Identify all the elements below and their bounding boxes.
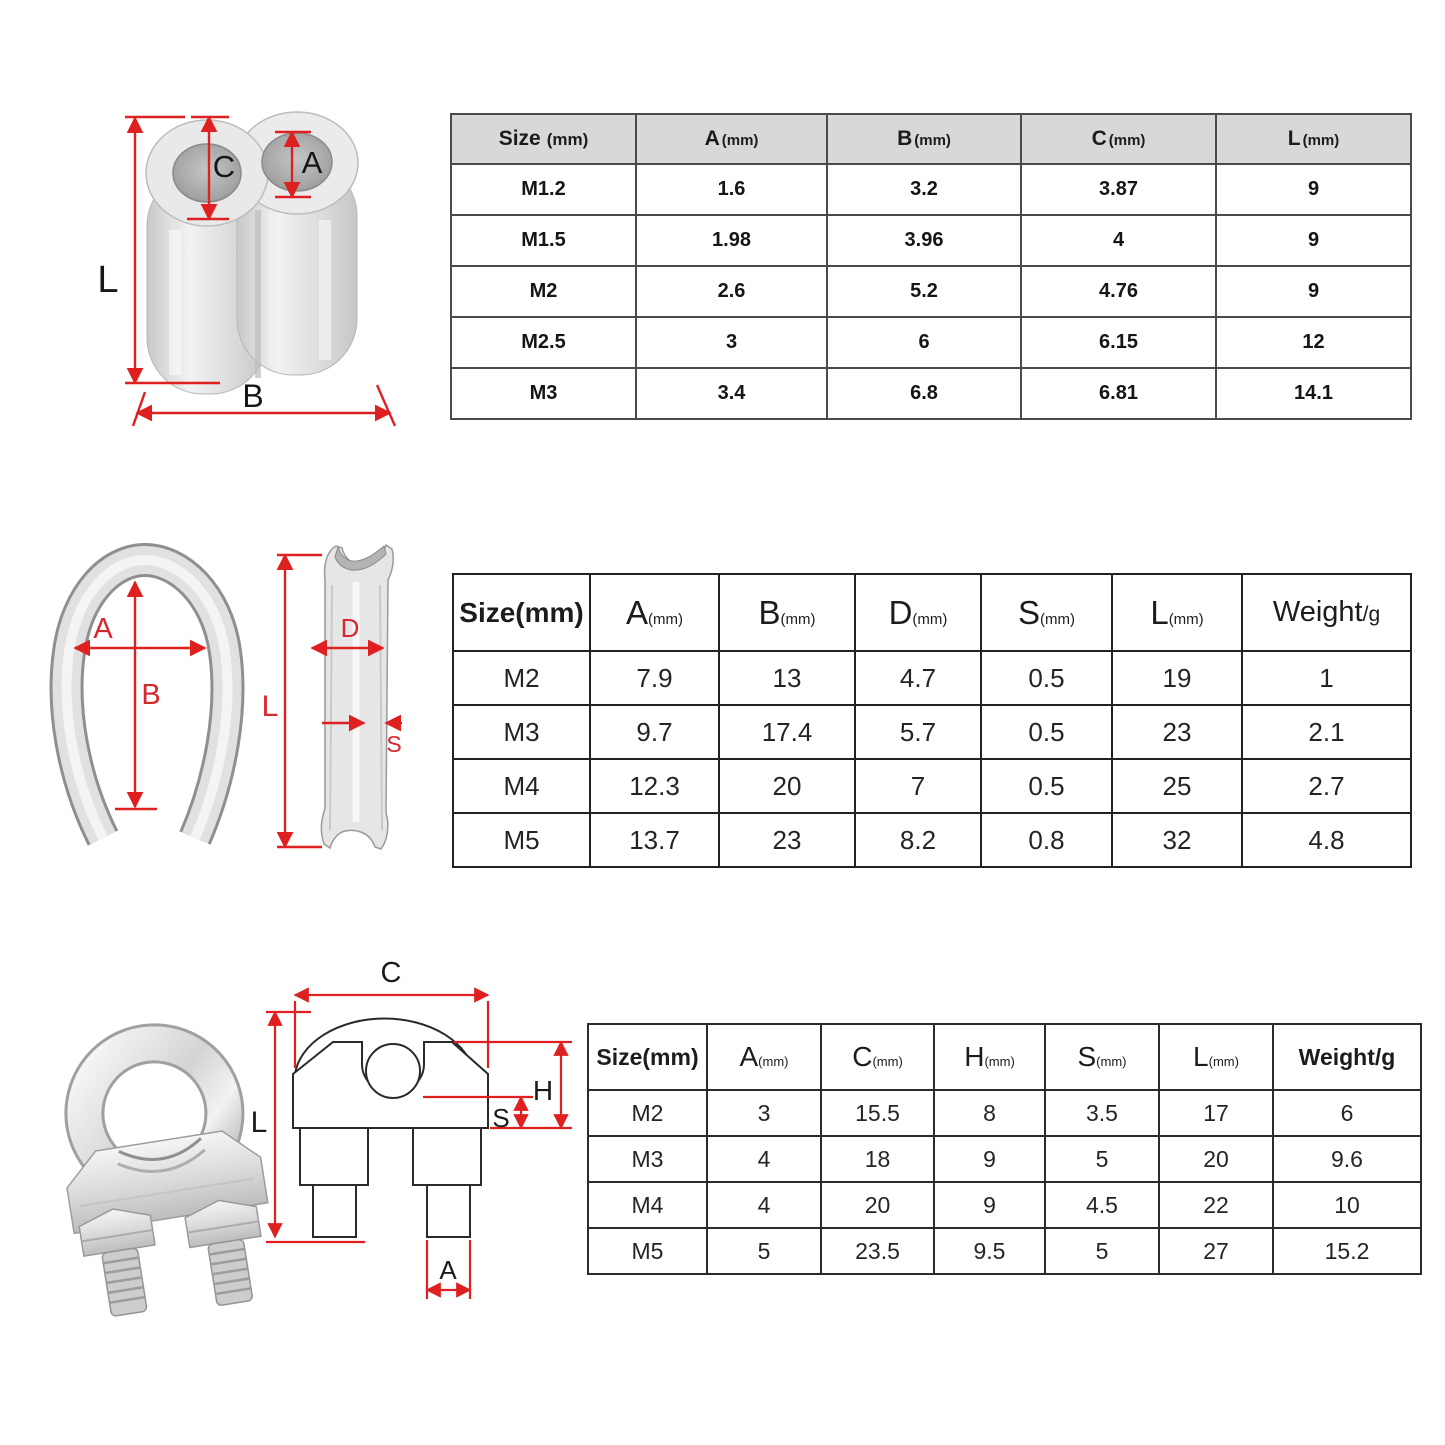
thimble-side-diagram <box>258 530 438 890</box>
spec-cell: 4.5 <box>1045 1182 1159 1228</box>
sleeve-body <box>146 112 358 394</box>
clip-drawing-body <box>293 1019 488 1237</box>
sleeve-spec-table <box>450 113 1412 420</box>
column-header-c <box>821 1024 934 1090</box>
header-unit: (mm) <box>546 130 589 149</box>
clip-table-header-row <box>588 1024 1421 1090</box>
column-header-l <box>1216 114 1411 164</box>
spec-cell: M3 <box>453 705 590 759</box>
spec-cell: 9 <box>1216 266 1411 317</box>
dim-label-b: B <box>242 378 264 414</box>
header-unit: (mm) <box>758 1054 789 1069</box>
column-header-s <box>1045 1024 1159 1090</box>
spec-cell: 13 <box>719 651 855 705</box>
dim-label-d: D <box>340 613 360 643</box>
spec-cell: 19 <box>1112 651 1242 705</box>
spec-cell: 4 <box>1021 215 1216 266</box>
column-header-a <box>707 1024 821 1090</box>
header-unit: (mm) <box>780 610 816 628</box>
column-header-size <box>453 574 590 651</box>
dim-label-l: L <box>97 259 119 301</box>
column-header-b <box>827 114 1021 164</box>
column-header-l <box>1112 574 1242 651</box>
spec-cell: 3.87 <box>1021 164 1216 215</box>
spec-row <box>451 215 1411 266</box>
spec-cell: 4 <box>707 1182 821 1228</box>
header-unit: (mm) <box>1168 610 1204 628</box>
spec-cell: 22 <box>1159 1182 1273 1228</box>
spec-cell: 1.98 <box>636 215 827 266</box>
clip-line-diagram <box>245 935 600 1345</box>
spec-cell: 32 <box>1112 813 1242 867</box>
header-label: Weight <box>1272 596 1363 628</box>
header-unit: (mm) <box>872 1054 903 1069</box>
spec-cell: 14.1 <box>1216 368 1411 419</box>
spec-row <box>588 1090 1421 1136</box>
spec-row <box>451 164 1411 215</box>
thimble-spec-table <box>452 573 1412 868</box>
header-label: L <box>1193 1041 1209 1072</box>
header-label: C <box>1091 127 1107 150</box>
thimble-table-body <box>453 651 1411 867</box>
dim-label-h: H <box>532 1075 554 1106</box>
spec-row <box>451 317 1411 368</box>
spec-cell: 4.76 <box>1021 266 1216 317</box>
spec-cell: 4.7 <box>855 651 981 705</box>
header-label: Size(mm) <box>596 1043 699 1070</box>
column-header-weight <box>1242 574 1411 651</box>
spec-cell: 27 <box>1159 1228 1273 1274</box>
spec-cell: 6.15 <box>1021 317 1216 368</box>
header-unit: /g <box>1362 603 1381 626</box>
spec-cell: 15.5 <box>821 1090 934 1136</box>
spec-cell: 18 <box>821 1136 934 1182</box>
spec-cell: 0.5 <box>981 705 1112 759</box>
column-header-a <box>636 114 827 164</box>
column-header-c <box>1021 114 1216 164</box>
spec-cell: 9 <box>1216 215 1411 266</box>
spec-cell: 3.2 <box>827 164 1021 215</box>
spec-cell: 9.7 <box>590 705 719 759</box>
spec-cell: M4 <box>453 759 590 813</box>
spec-cell: 17 <box>1159 1090 1273 1136</box>
spec-row <box>588 1136 1421 1182</box>
spec-cell: 20 <box>821 1182 934 1228</box>
spec-cell: 4 <box>707 1136 821 1182</box>
spec-cell: 23 <box>1112 705 1242 759</box>
sleeve-table-header-row <box>451 114 1411 164</box>
spec-cell: 6 <box>1273 1090 1421 1136</box>
header-unit: (mm) <box>912 610 948 628</box>
spec-cell: 3 <box>707 1090 821 1136</box>
header-label: L <box>1287 127 1301 150</box>
clip-table-body <box>588 1090 1421 1274</box>
spec-cell: 12.3 <box>590 759 719 813</box>
dim-label-l: L <box>250 1106 268 1139</box>
spec-cell: 0.8 <box>981 813 1112 867</box>
spec-cell: 3 <box>636 317 827 368</box>
spec-cell: M5 <box>588 1228 707 1274</box>
header-label: H <box>964 1041 985 1072</box>
header-label: Size(mm) <box>459 596 584 628</box>
dim-label-s: S <box>492 1103 510 1133</box>
spec-cell: 1 <box>1242 651 1411 705</box>
header-label: B <box>758 593 781 631</box>
spec-cell: 3.96 <box>827 215 1021 266</box>
spec-cell: 5 <box>1045 1228 1159 1274</box>
spec-cell: 9.6 <box>1273 1136 1421 1182</box>
header-label: S <box>1077 1041 1097 1072</box>
spec-cell: 4.8 <box>1242 813 1411 867</box>
column-header-h <box>934 1024 1045 1090</box>
spec-row <box>453 759 1411 813</box>
header-unit: (mm) <box>1096 1054 1127 1069</box>
spec-cell: 25 <box>1112 759 1242 813</box>
sleeve-diagram-svg <box>75 80 470 480</box>
thimble-front-dimension-labels <box>93 613 160 711</box>
spec-row <box>453 705 1411 759</box>
header-label: B <box>897 127 913 150</box>
spec-row <box>588 1228 1421 1274</box>
column-header-size <box>451 114 636 164</box>
spec-cell: 8.2 <box>855 813 981 867</box>
column-header-weight <box>1273 1024 1421 1090</box>
column-header-size <box>588 1024 707 1090</box>
spec-cell: 2.6 <box>636 266 827 317</box>
header-label: Size <box>498 127 541 150</box>
spec-cell: 2.7 <box>1242 759 1411 813</box>
spec-cell: M2 <box>453 651 590 705</box>
spec-cell: 2.1 <box>1242 705 1411 759</box>
spec-cell: 8 <box>934 1090 1045 1136</box>
spec-cell: 23 <box>719 813 855 867</box>
spec-row <box>588 1182 1421 1228</box>
clip-line-svg <box>245 935 600 1345</box>
spec-cell: M1.5 <box>451 215 636 266</box>
dim-label-c: C <box>380 957 402 989</box>
spec-row <box>453 813 1411 867</box>
spec-cell: 20 <box>1159 1136 1273 1182</box>
spec-cell: M2 <box>588 1090 707 1136</box>
dim-label-a: A <box>93 613 113 645</box>
header-label: A <box>626 593 649 631</box>
thimble-side-body <box>321 545 393 849</box>
spec-cell: 9 <box>1216 164 1411 215</box>
spec-cell: 9.5 <box>934 1228 1045 1274</box>
sleeve-diagram <box>75 80 470 480</box>
thimble-side-svg <box>258 530 438 890</box>
header-unit: (mm) <box>914 132 951 149</box>
header-label: D <box>888 593 913 631</box>
spec-cell: 5.2 <box>827 266 1021 317</box>
spec-cell: 5 <box>1045 1136 1159 1182</box>
column-header-d <box>855 574 981 651</box>
spec-row <box>453 651 1411 705</box>
spec-cell: M3 <box>588 1136 707 1182</box>
spec-cell: 17.4 <box>719 705 855 759</box>
spec-cell: M4 <box>588 1182 707 1228</box>
header-label: A <box>704 127 720 150</box>
column-header-s <box>981 574 1112 651</box>
header-label: L <box>1150 593 1169 631</box>
header-unit: (mm) <box>984 1054 1015 1069</box>
spec-cell: 5.7 <box>855 705 981 759</box>
header-label: Weight/g <box>1298 1043 1396 1070</box>
dim-label-c: C <box>212 149 236 184</box>
spec-cell: 12 <box>1216 317 1411 368</box>
spec-cell: 3.5 <box>1045 1090 1159 1136</box>
header-unit: (mm) <box>721 132 759 149</box>
spec-cell: 0.5 <box>981 759 1112 813</box>
spec-row <box>451 266 1411 317</box>
column-header-l <box>1159 1024 1273 1090</box>
spec-cell: 1.6 <box>636 164 827 215</box>
spec-cell: 9 <box>934 1182 1045 1228</box>
dim-label-l: L <box>261 690 279 723</box>
spec-cell: M2 <box>451 266 636 317</box>
dim-label-a: A <box>439 1255 457 1285</box>
header-unit: (mm) <box>648 610 683 628</box>
dim-label-a: A <box>301 145 323 180</box>
spec-cell: 7.9 <box>590 651 719 705</box>
thimble-table-header-row <box>453 574 1411 651</box>
spec-cell: 3.4 <box>636 368 827 419</box>
column-header-a <box>590 574 719 651</box>
spec-cell: 6.81 <box>1021 368 1216 419</box>
spec-cell: 5 <box>707 1228 821 1274</box>
header-unit: (mm) <box>1208 1054 1239 1069</box>
header-label: C <box>852 1041 873 1072</box>
spec-cell: 13.7 <box>590 813 719 867</box>
dim-label-s: S <box>386 731 402 757</box>
spec-cell: 20 <box>719 759 855 813</box>
spec-cell: M2.5 <box>451 317 636 368</box>
spec-cell: 15.2 <box>1273 1228 1421 1274</box>
column-header-b <box>719 574 855 651</box>
header-unit: (mm) <box>1108 132 1146 149</box>
spec-cell: 7 <box>855 759 981 813</box>
dim-label-b: B <box>141 679 161 711</box>
header-label: S <box>1018 593 1041 631</box>
spec-row <box>451 368 1411 419</box>
header-unit: (mm) <box>1040 610 1075 628</box>
sleeve-table-body <box>451 164 1411 419</box>
spec-cell: 6.8 <box>827 368 1021 419</box>
header-label: A <box>739 1041 759 1072</box>
spec-cell: 0.5 <box>981 651 1112 705</box>
spec-cell: 10 <box>1273 1182 1421 1228</box>
clip-spec-table <box>587 1023 1422 1275</box>
spec-cell: 9 <box>934 1136 1045 1182</box>
header-unit: (mm) <box>1302 132 1340 149</box>
spec-cell: 23.5 <box>821 1228 934 1274</box>
spec-cell: M1.2 <box>451 164 636 215</box>
spec-cell: M3 <box>451 368 636 419</box>
spec-cell: M5 <box>453 813 590 867</box>
spec-cell: 6 <box>827 317 1021 368</box>
